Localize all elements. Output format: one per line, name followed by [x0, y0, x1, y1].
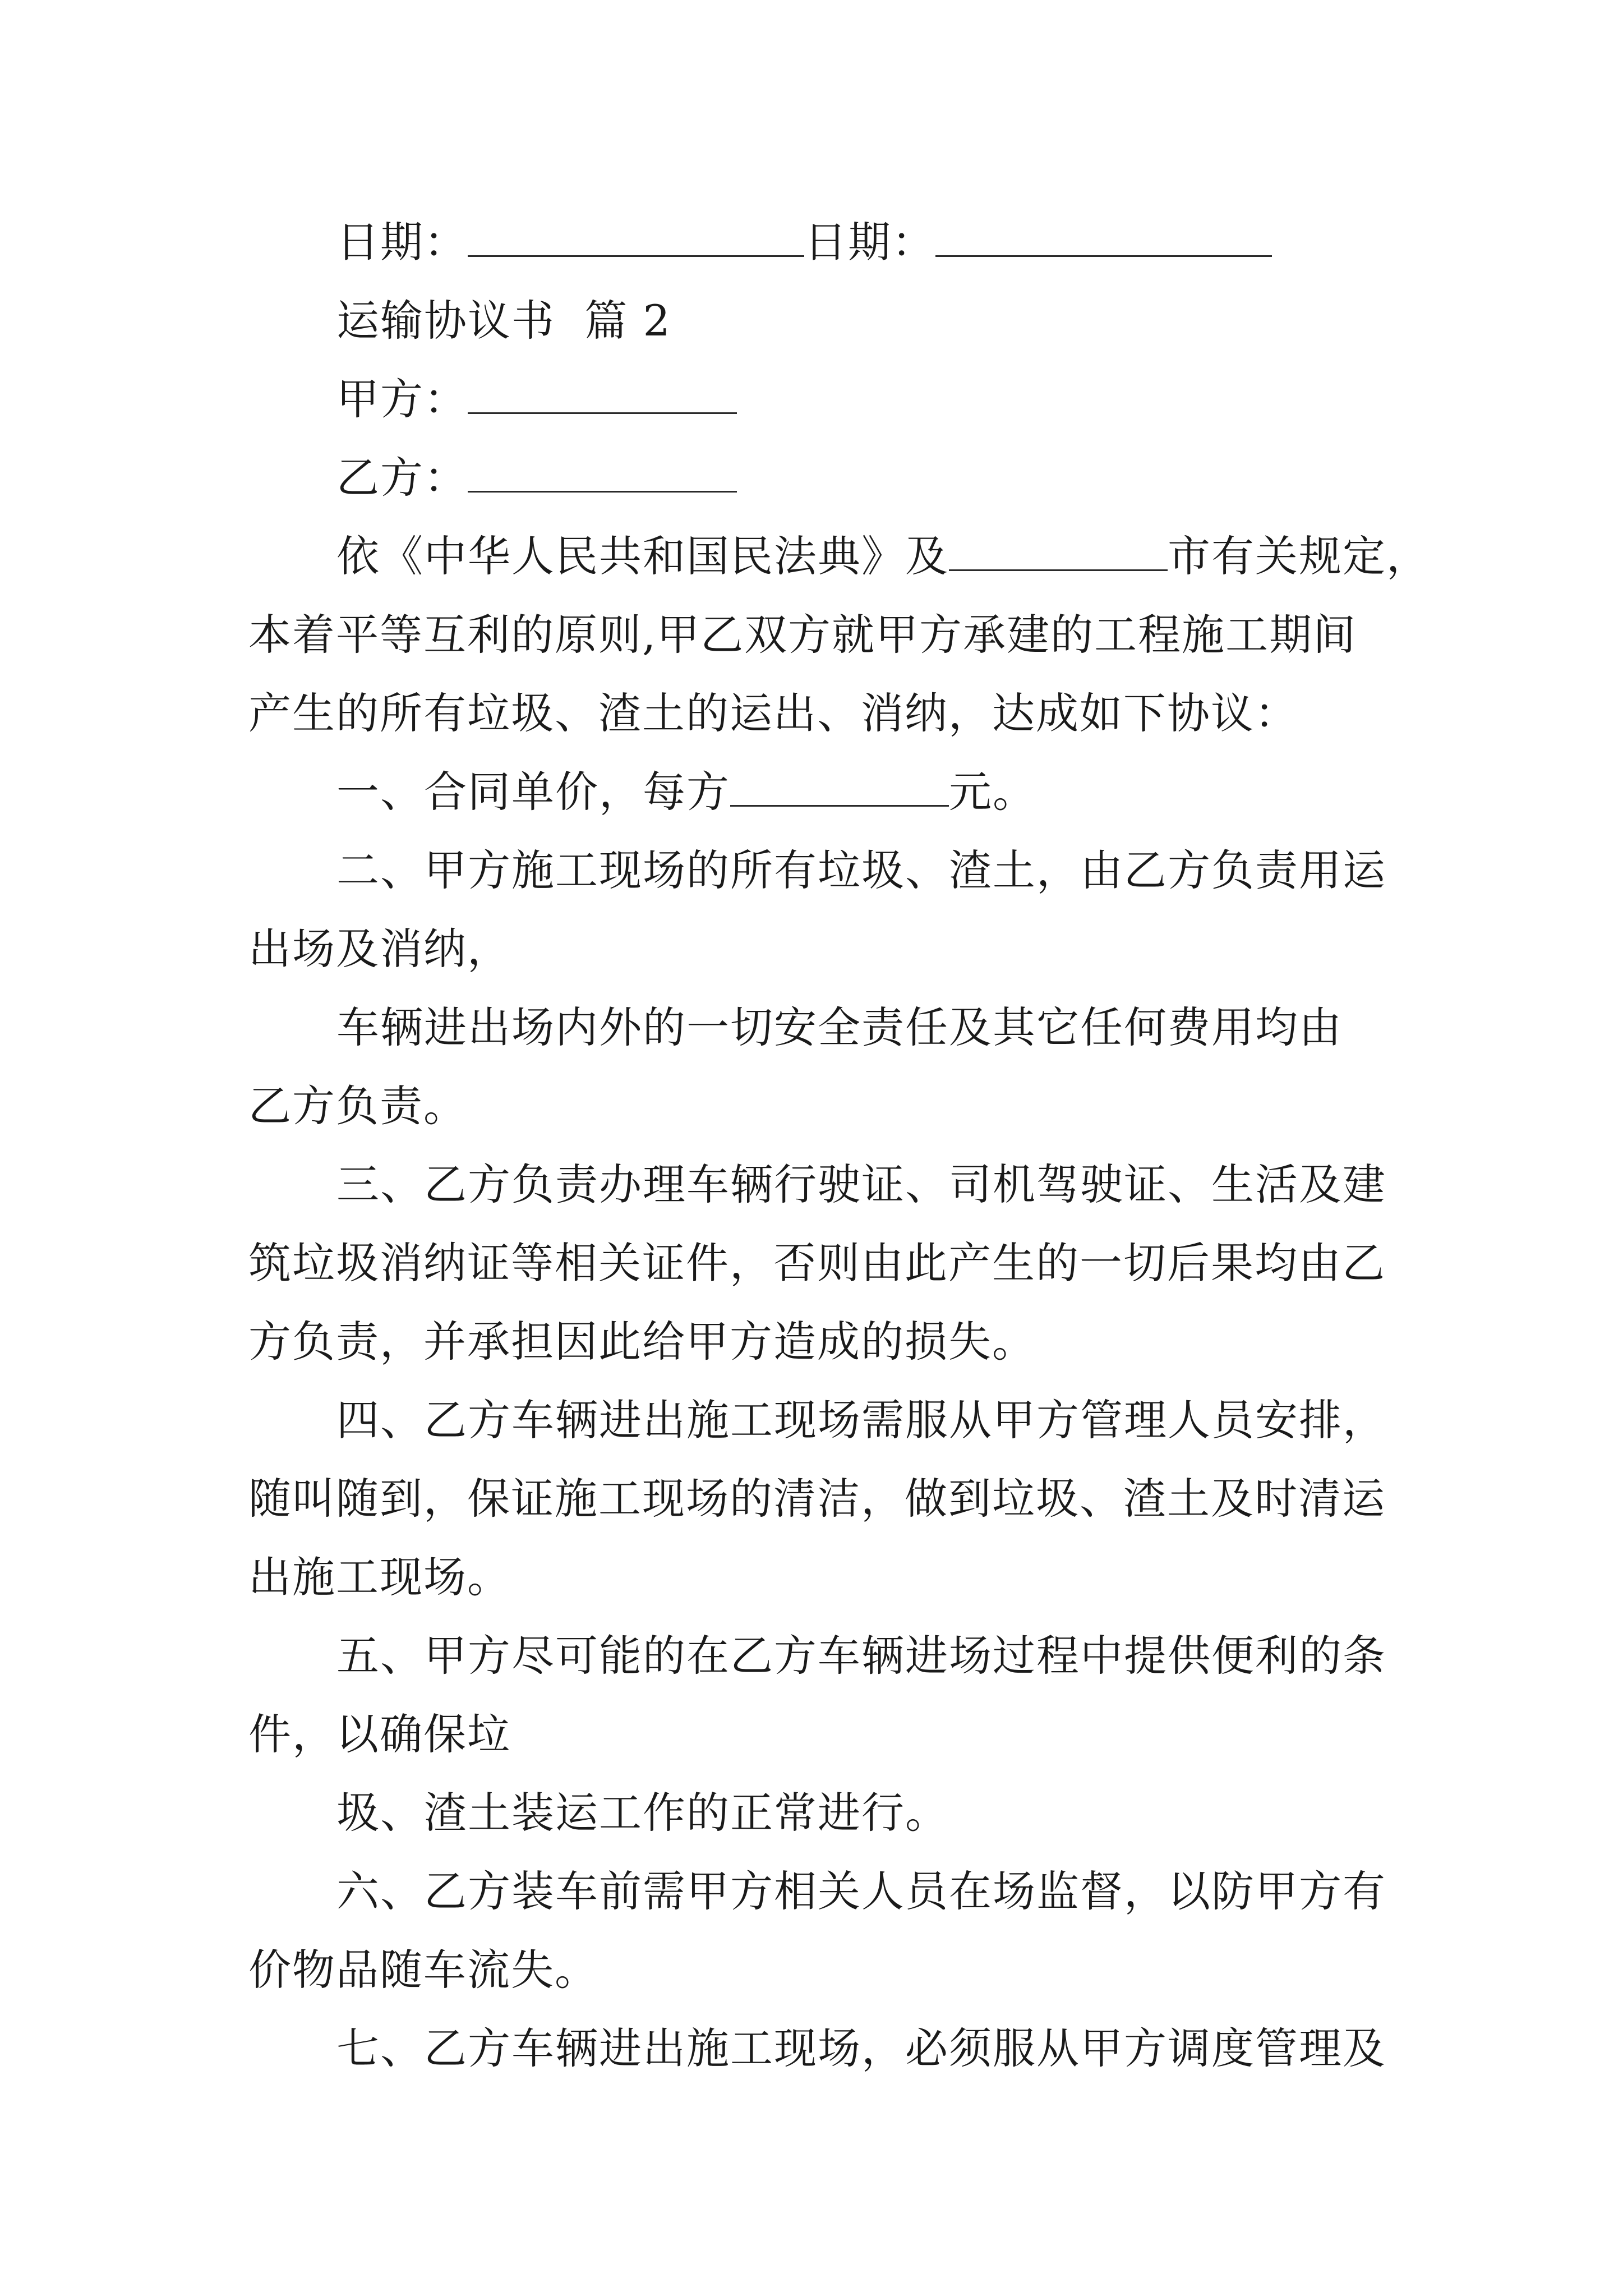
agreement-heading: 运输协议书 篇 2 — [336, 296, 671, 346]
clause-3-line-3: 方负责，并承担因此给甲方造成的损失。 — [248, 1317, 1036, 1366]
preamble-part-1: 依《中华人民共和国民法典》及 — [336, 531, 949, 581]
party-a-blank[interactable] — [468, 372, 737, 414]
unit-price-blank[interactable] — [730, 765, 949, 807]
clause-3-line-2: 筑垃圾消纳证等相关证件，否则由此产生的一切后果均由乙 — [248, 1238, 1386, 1288]
preamble-line-3: 产生的所有垃圾、渣土的运出、消纳，达成如下协议： — [248, 688, 1298, 738]
city-blank[interactable] — [949, 529, 1168, 571]
date-blank-b[interactable] — [935, 215, 1272, 257]
clause-4-line-2: 随叫随到，保证施工现场的清洁，做到垃圾、渣土及时清运 — [248, 1474, 1386, 1524]
clause-2-line-1: 二、甲方施工现场的所有垃圾、渣土，由乙方负责用运 — [336, 845, 1386, 895]
clause-4-line-3: 出施工现场。 — [248, 1552, 511, 1602]
party-b-label: 乙方： — [336, 453, 468, 503]
date-label-a: 日期： — [336, 217, 468, 267]
clause-1-part-2: 元。 — [949, 767, 1036, 817]
signature-date-line — [336, 214, 1272, 270]
clause-5b-line-1: 圾、渣土装运工作的正常进行。 — [336, 1788, 949, 1838]
clause-1-part-1: 一、合同单价，每方 — [336, 767, 730, 817]
party-b-line — [336, 450, 737, 506]
clause-3-line-1: 三、乙方负责办理车辆行驶证、司机驾驶证、生活及建 — [336, 1159, 1386, 1209]
clause-2b-line-2: 乙方负责。 — [248, 1081, 467, 1131]
clause-7-line-1: 七、乙方车辆进出施工现场，必须服从甲方调度管理及 — [336, 2023, 1386, 2073]
preamble-line-2: 本着平等互利的原则,甲乙双方就甲方承建的工程施工期间 — [248, 610, 1357, 660]
clause-6-line-1: 六、乙方装车前需甲方相关人员在场监督，以防甲方有 — [336, 1866, 1386, 1916]
clause-4-line-1: 四、乙方车辆进出施工现场需服从甲方管理人员安排， — [336, 1395, 1386, 1445]
date-blank-a[interactable] — [468, 215, 804, 257]
clause-5-line-2: 件，以确保垃 — [248, 1709, 511, 1759]
clause-5-line-1: 五、甲方尽可能的在乙方车辆进场过程中提供便利的条 — [336, 1631, 1386, 1681]
clause-6-line-2: 价物品随车流失。 — [248, 1945, 598, 1995]
clause-2b-line-1: 车辆进出场内外的一切安全责任及其它任何费用均由 — [336, 1002, 1343, 1052]
party-a-line — [336, 371, 737, 427]
preamble-line-1 — [336, 528, 1430, 585]
party-a-label: 甲方： — [336, 374, 468, 424]
clause-2-line-2: 出场及消纳， — [248, 924, 511, 974]
party-b-blank[interactable] — [468, 450, 737, 493]
preamble-part-2: 市有关规定， — [1168, 531, 1430, 581]
date-label-b: 日期： — [804, 217, 935, 267]
clause-1 — [336, 764, 1036, 820]
